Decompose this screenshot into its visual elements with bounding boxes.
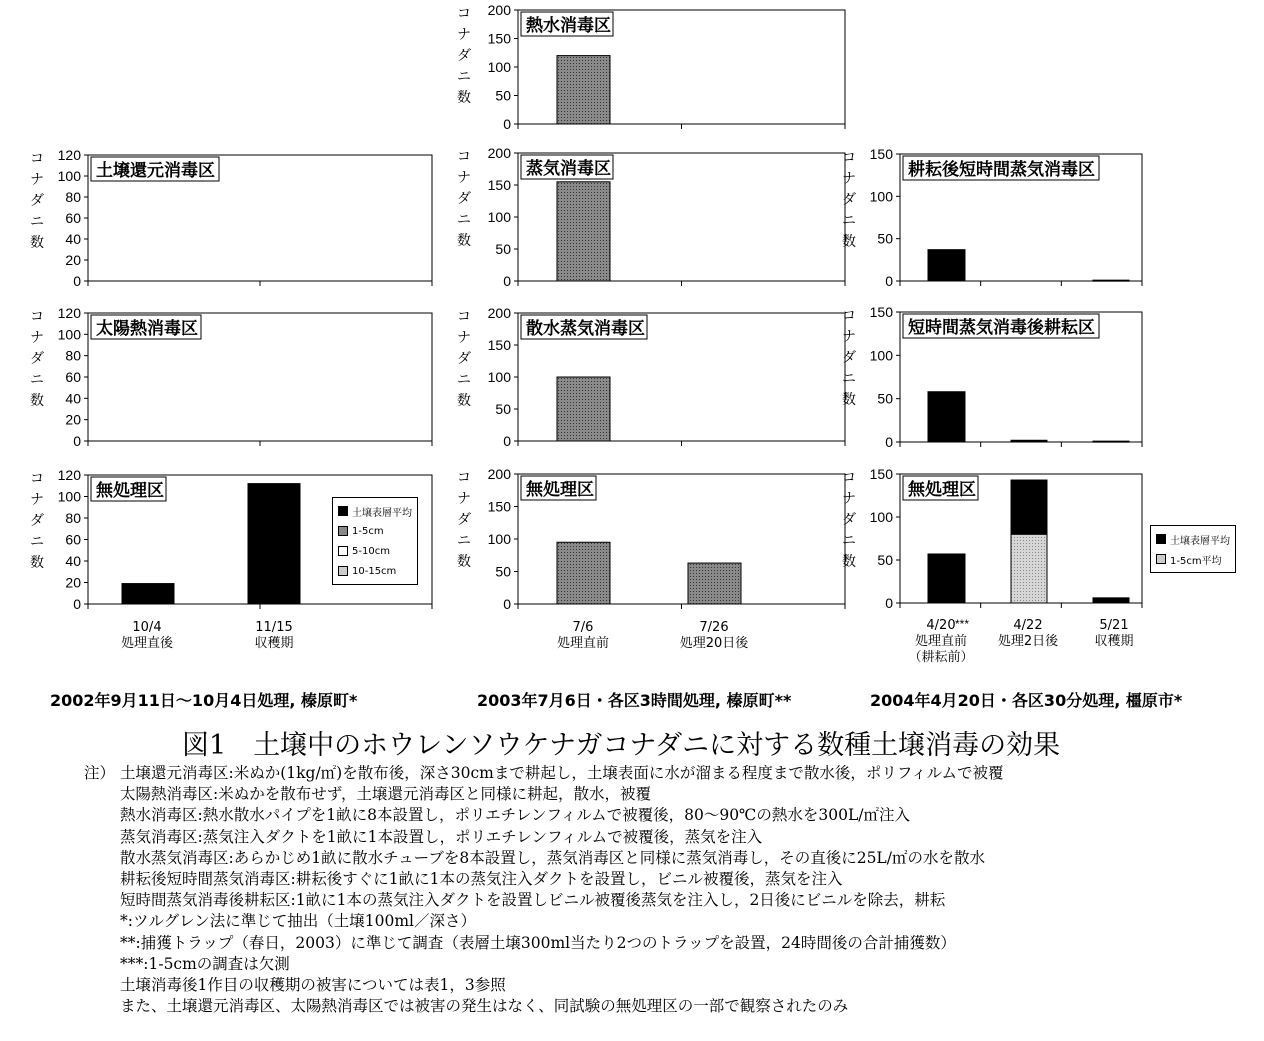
legend-col3 bbox=[1150, 525, 1236, 573]
bar bbox=[1093, 441, 1129, 442]
y-tick-label: 150 bbox=[869, 466, 893, 482]
y-tick-label: 200 bbox=[487, 305, 511, 321]
note-line bbox=[84, 933, 1003, 954]
y-tick-label: 60 bbox=[65, 531, 81, 548]
note-line bbox=[84, 805, 1003, 826]
note-line bbox=[84, 996, 1003, 1017]
bar bbox=[1011, 534, 1047, 603]
y-tick-label: 60 bbox=[65, 369, 81, 385]
legend-label: 10-15cm bbox=[352, 565, 397, 577]
y-tick-label: 20 bbox=[65, 252, 81, 268]
y-tick-label: 50 bbox=[877, 552, 893, 568]
note-line bbox=[84, 869, 1003, 890]
y-axis-label: コ ナ ダ ニ 数 bbox=[842, 308, 856, 408]
y-tick-label: 100 bbox=[57, 326, 81, 343]
legend-label: 1-5cm bbox=[352, 525, 384, 537]
note-text: 土壌消毒後1作目の収穫期の被害については表1，3参照 bbox=[120, 976, 506, 995]
y-tick-label: 80 bbox=[65, 347, 81, 364]
y-tick-label: 150 bbox=[487, 30, 511, 47]
bar bbox=[1011, 480, 1047, 534]
legend-label: 1-5cm平均 bbox=[1170, 555, 1222, 567]
y-tick-label: 100 bbox=[869, 347, 893, 364]
y-tick-label: 100 bbox=[487, 369, 511, 385]
bar bbox=[557, 377, 610, 441]
chart-title: 太陽熱消毒区 bbox=[96, 319, 198, 339]
y-tick-label: 100 bbox=[869, 509, 893, 525]
note-line bbox=[84, 911, 1003, 932]
legend-swatch bbox=[338, 526, 348, 536]
note-text: 熱水消毒区:熱水散水パイプを1畝に8本設置し，ポリエチレンフィルムで被覆後，80〜90℃の熱水を300L/㎡注入 bbox=[120, 806, 911, 825]
y-axis-label: コ ナ ダ ニ 数 bbox=[30, 151, 44, 251]
y-tick-label: 0 bbox=[885, 273, 893, 289]
note-text: *:ツルグレン法に準じて抽出（土壌100ml／深さ） bbox=[120, 912, 477, 931]
y-tick-label: 100 bbox=[487, 59, 511, 75]
y-tick-label: 0 bbox=[885, 434, 893, 450]
x-tick-label: 5/21 収穫期 bbox=[1094, 618, 1134, 649]
y-tick-label: 50 bbox=[495, 563, 511, 580]
chart-title: 無処理区 bbox=[526, 480, 594, 500]
y-tick-label: 80 bbox=[65, 189, 81, 205]
note-text: 蒸気消毒区:蒸気注入ダクトを1畝に1本設置し，ポリエチレンフィルムで被覆後，蒸気を注入 bbox=[120, 827, 763, 846]
note-line bbox=[84, 890, 1003, 911]
y-tick-label: 120 bbox=[57, 147, 81, 163]
notes bbox=[84, 763, 1003, 1017]
y-tick-label: 40 bbox=[65, 390, 81, 407]
bar bbox=[557, 182, 610, 281]
chart-title: 無処理区 bbox=[908, 480, 976, 500]
y-tick-label: 50 bbox=[495, 87, 511, 104]
note-text: また、土壌還元消毒区、太陽熱消毒区では被害の発生はなく、同試験の無処理区の一部で観察されたのみ bbox=[120, 997, 849, 1016]
y-tick-label: 0 bbox=[73, 433, 81, 449]
bar bbox=[557, 542, 610, 604]
note-text: 太陽熱消毒区:米ぬかを散布せず，土壌還元消毒区と同様に耕起，散水，被覆 bbox=[120, 785, 651, 804]
y-tick-label: 20 bbox=[65, 411, 81, 428]
note-line bbox=[84, 975, 1003, 996]
bar bbox=[928, 554, 965, 603]
y-tick-label: 80 bbox=[65, 510, 81, 526]
chart-title: 散水蒸気消毒区 bbox=[526, 319, 645, 339]
y-axis-label: コ ナ ダ ニ 数 bbox=[457, 149, 471, 249]
y-tick-label: 0 bbox=[885, 595, 893, 611]
x-tick-label: 7/6 処理直前 bbox=[556, 620, 609, 651]
y-tick-label: 150 bbox=[487, 177, 511, 193]
figure-title: 図1 土壌中のホウレンソウケナガコナダニに対する数種土壌消毒の効果 bbox=[182, 730, 1061, 761]
y-tick-label: 0 bbox=[503, 273, 511, 289]
x-tick-label: 11/15 収穫期 bbox=[254, 620, 294, 651]
y-tick-label: 60 bbox=[65, 210, 81, 226]
y-tick-label: 0 bbox=[503, 596, 511, 612]
y-tick-label: 200 bbox=[487, 145, 511, 161]
y-tick-label: 200 bbox=[487, 466, 511, 482]
legend-swatch bbox=[338, 546, 348, 556]
chart-title: 無処理区 bbox=[96, 481, 164, 501]
y-tick-label: 120 bbox=[57, 467, 81, 483]
y-tick-label: 100 bbox=[487, 531, 511, 547]
y-axis-label: コ ナ ダ ニ 数 bbox=[842, 470, 856, 570]
legend-entry bbox=[338, 541, 412, 561]
bar bbox=[928, 250, 965, 281]
bar bbox=[1011, 440, 1047, 442]
bar bbox=[122, 584, 174, 604]
y-tick-label: 50 bbox=[495, 401, 511, 417]
legend-col1 bbox=[332, 497, 418, 585]
y-tick-label: 40 bbox=[65, 553, 81, 569]
y-axis-label: コ ナ ダ ニ 数 bbox=[30, 309, 44, 409]
bar bbox=[248, 484, 300, 604]
legend-entry bbox=[1156, 529, 1230, 549]
note-text: ***:1-5cmの調査は欠測 bbox=[120, 954, 290, 973]
y-tick-label: 120 bbox=[57, 305, 81, 321]
legend-label: 5-10cm bbox=[352, 545, 390, 557]
y-tick-label: 150 bbox=[487, 498, 511, 515]
y-axis-label: コ ナ ダ ニ 数 bbox=[842, 150, 856, 250]
caption-col2: 2003年7月6日・各区3時間処理, 榛原町** bbox=[477, 691, 792, 710]
y-tick-label: 50 bbox=[495, 241, 511, 257]
note-text: **:捕獲トラップ（春日，2003）に準じて調査（表層土壌300ml当たり2つのトラップを設置，24時間後の合計捕獲数） bbox=[120, 933, 956, 952]
y-tick-label: 0 bbox=[73, 596, 81, 612]
annotation: *** bbox=[955, 617, 970, 631]
y-tick-label: 200 bbox=[487, 2, 511, 18]
chart-title: 短時間蒸気消毒後耕耘区 bbox=[908, 318, 1095, 338]
y-tick-label: 40 bbox=[65, 231, 81, 247]
bar bbox=[1093, 280, 1129, 281]
legend-swatch bbox=[338, 566, 348, 576]
x-tick-label: 10/4 処理直後 bbox=[120, 620, 173, 651]
y-axis-label: コ ナ ダ ニ 数 bbox=[457, 470, 471, 570]
caption-col3: 2004年4月20日・各区30分処理, 橿原市* bbox=[870, 691, 1183, 710]
y-tick-label: 0 bbox=[73, 273, 81, 289]
y-tick-label: 20 bbox=[65, 574, 81, 591]
x-tick-label: 4/22 処理2日後 bbox=[997, 618, 1059, 649]
legend-swatch bbox=[1156, 554, 1166, 564]
note-line bbox=[84, 848, 1003, 869]
y-tick-label: 150 bbox=[869, 304, 893, 320]
chart-title: 土壌還元消毒区 bbox=[96, 161, 215, 181]
legend-label: 土壌表層平均 bbox=[352, 507, 412, 519]
legend-label: 土壌表層平均 bbox=[1170, 535, 1230, 547]
note-line bbox=[84, 827, 1003, 848]
note-label: 注） bbox=[84, 764, 116, 782]
y-tick-label: 100 bbox=[57, 488, 81, 505]
legend-entry bbox=[338, 501, 412, 521]
note-text: 耕耘後短時間蒸気消毒区:耕耘後すぐに1畝に1本の蒸気注入ダクトを設置し，ビニル被覆後，蒸気を注入 bbox=[120, 870, 843, 889]
note-line bbox=[84, 784, 1003, 805]
x-tick-label: 7/26 処理20日後 bbox=[679, 620, 749, 651]
y-tick-label: 100 bbox=[487, 209, 511, 225]
note-text: 短時間蒸気消毒後耕耘区:1畝に1本の蒸気注入ダクトを設置しビニル被覆後蒸気を注入し，2日後にビニルを除去，耕耘 bbox=[120, 891, 946, 910]
legend-swatch bbox=[1156, 534, 1166, 544]
y-axis-label: コ ナ ダ ニ 数 bbox=[457, 6, 471, 106]
bar bbox=[1093, 598, 1129, 603]
bar bbox=[557, 56, 610, 124]
note-text: 土壌還元消毒区:米ぬか(1kg/㎡)を散布後，深さ30cmまで耕起し，土壌表面に水が溜まる程度まで散水後，ポリフィルムで被覆 bbox=[120, 764, 1004, 782]
y-tick-label: 0 bbox=[503, 116, 511, 132]
legend-swatch bbox=[338, 506, 348, 516]
y-tick-label: 100 bbox=[57, 168, 81, 184]
note-line bbox=[84, 954, 1003, 975]
legend-entry bbox=[338, 561, 412, 581]
y-tick-label: 50 bbox=[877, 390, 893, 407]
x-tick-label: 4/20 処理直前 （耕耘前） bbox=[908, 618, 974, 665]
y-tick-label: 150 bbox=[869, 146, 893, 162]
bar bbox=[688, 563, 741, 604]
chart-title: 熱水消毒区 bbox=[526, 16, 611, 36]
chart-title: 蒸気消毒区 bbox=[526, 159, 611, 179]
chart-title: 耕耘後短時間蒸気消毒区 bbox=[908, 160, 1095, 180]
legend-entry bbox=[1156, 549, 1230, 569]
bar bbox=[928, 392, 965, 442]
y-tick-label: 100 bbox=[869, 188, 893, 205]
y-axis-label: コ ナ ダ ニ 数 bbox=[30, 471, 44, 571]
y-axis-label: コ ナ ダ ニ 数 bbox=[457, 309, 471, 409]
y-tick-label: 150 bbox=[487, 337, 511, 353]
legend-entry bbox=[338, 521, 412, 541]
y-tick-label: 50 bbox=[877, 230, 893, 247]
y-tick-label: 0 bbox=[503, 433, 511, 449]
caption-col1: 2002年9月11日〜10月4日処理, 榛原町* bbox=[50, 691, 358, 710]
note-text: 散水蒸気消毒区:あらかじめ1畝に散水チューブを8本設置し，蒸気消毒区と同様に蒸気消毒し，その直後に25L/㎡の水を散水 bbox=[120, 848, 985, 867]
note-line bbox=[84, 763, 1003, 784]
